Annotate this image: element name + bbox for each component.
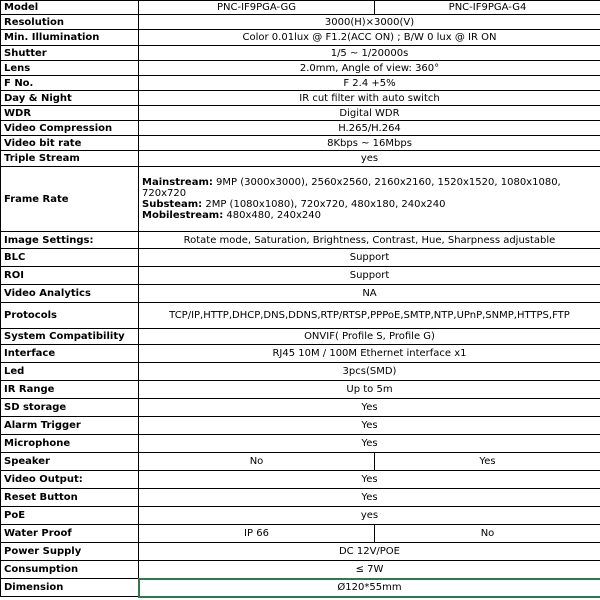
row-value: Digital WDR — [139, 106, 600, 121]
table-row — [1, 151, 600, 167]
table-row — [1, 136, 600, 151]
row-label: Power Supply — [1, 543, 139, 561]
table-row — [1, 106, 600, 121]
row-label: Resolution — [1, 15, 139, 30]
row-value: yes — [139, 507, 600, 525]
row-label: SD storage — [1, 399, 139, 417]
table-row — [1, 435, 600, 453]
table-row — [1, 579, 600, 597]
table-row — [1, 303, 600, 329]
table-row — [1, 76, 600, 91]
row-value: Up to 5m — [139, 381, 600, 399]
row-value: Yes — [139, 417, 600, 435]
stream-prefix: Mainstream: — [142, 177, 213, 188]
row-label: Day & Night — [1, 91, 139, 106]
row-label: ROI — [1, 267, 139, 285]
stream-text: 9MP (3000x3000), 2560x2560, 2160x2160, 1520x1520, 1080x1080, 720x720 — [142, 177, 561, 199]
stream-text: 480x480, 240x240 — [223, 210, 321, 221]
table-row — [1, 91, 600, 106]
frame-rate-value — [139, 167, 600, 232]
row-value: IR cut filter with auto switch — [139, 91, 600, 106]
row-label: Video Output: — [1, 471, 139, 489]
table-row — [1, 46, 600, 61]
row-label: Reset Button — [1, 489, 139, 507]
row-value: ONVIF( Profile S, Profile G) — [139, 329, 600, 345]
table-row — [1, 249, 600, 267]
row-label: Protocols — [1, 303, 139, 329]
table-row — [1, 15, 600, 30]
row-label: Video bit rate — [1, 136, 139, 151]
row-value: DC 12V/POE — [139, 543, 600, 561]
water-proof-value-1: IP 66 — [139, 525, 375, 543]
row-label: PoE — [1, 507, 139, 525]
row-value: H.265/H.264 — [139, 121, 600, 136]
row-value: TCP/IP,HTTP,DHCP,DNS,DDNS,RTP/RTSP,PPPoE,SMTP,NTP,UPnP,SNMP,HTTPS,FTP — [139, 303, 600, 329]
row-label: Microphone — [1, 435, 139, 453]
row-value: NA — [139, 285, 600, 303]
table-row — [1, 507, 600, 525]
table-row — [1, 561, 600, 579]
table-row — [1, 471, 600, 489]
row-value: Yes — [139, 435, 600, 453]
row-label: Frame Rate — [1, 167, 139, 232]
table-row — [1, 543, 600, 561]
frame-rate-line-mobilestream — [142, 210, 597, 221]
row-value: Support — [139, 249, 600, 267]
row-value: Yes — [139, 471, 600, 489]
row-label: Video Analytics — [1, 285, 139, 303]
row-value: RJ45 10M / 100M Ethernet interface x1 — [139, 345, 600, 363]
row-label: Dimension — [1, 579, 139, 597]
row-value: Color 0.01lux @ F1.2(ACC ON) ; B/W 0 lux @ IR ON — [139, 30, 600, 46]
row-label: Image Settings: — [1, 232, 139, 249]
row-value: 2.0mm, Angle of view: 360° — [139, 61, 600, 76]
table-row-speaker — [1, 453, 600, 471]
row-value: Support — [139, 267, 600, 285]
row-label: Alarm Trigger — [1, 417, 139, 435]
row-value: Yes — [139, 399, 600, 417]
row-label: Triple Stream — [1, 151, 139, 167]
frame-rate-line-substream — [142, 199, 597, 210]
row-value: ≤ 7W — [139, 561, 600, 579]
table-row — [1, 30, 600, 46]
table-row-frame-rate — [1, 167, 600, 232]
table-row — [1, 329, 600, 345]
row-label: Consumption — [1, 561, 139, 579]
row-label: F No. — [1, 76, 139, 91]
row-label: Lens — [1, 61, 139, 76]
row-label: Shutter — [1, 46, 139, 61]
row-value: F 2.4 +5% — [139, 76, 600, 91]
water-proof-value-2: No — [375, 525, 600, 543]
row-value: 3000(H)×3000(V) — [139, 15, 600, 30]
table-row — [1, 381, 600, 399]
row-value: Rotate mode, Saturation, Brightness, Contrast, Hue, Sharpness adjustable — [139, 232, 600, 249]
stream-prefix: Mobilestream: — [142, 210, 224, 221]
row-value: 3pcs(SMD) — [139, 363, 600, 381]
table-row — [1, 267, 600, 285]
stream-text: 2MP (1080x1080), 720x720, 480x180, 240x240 — [202, 199, 446, 210]
row-label: Model — [1, 1, 139, 15]
model-value-2: PNC-IF9PGA-G4 — [375, 1, 600, 15]
row-label: System Compatibility — [1, 329, 139, 345]
row-label: Video Compression — [1, 121, 139, 136]
table-row — [1, 417, 600, 435]
stream-prefix: Substeam: — [142, 199, 203, 210]
frame-rate-line-mainstream — [142, 177, 597, 199]
row-label: BLC — [1, 249, 139, 267]
table-row — [1, 363, 600, 381]
table-row-model — [1, 1, 600, 15]
row-label: IR Range — [1, 381, 139, 399]
table-row — [1, 345, 600, 363]
row-label: Interface — [1, 345, 139, 363]
table-row — [1, 232, 600, 249]
row-value: yes — [139, 151, 600, 167]
speaker-value-1: No — [139, 453, 375, 471]
table-row — [1, 489, 600, 507]
row-label: WDR — [1, 106, 139, 121]
row-label: Led — [1, 363, 139, 381]
table-row — [1, 399, 600, 417]
row-label: Min. Illumination — [1, 30, 139, 46]
model-value-1: PNC-IF9PGA-GG — [139, 1, 375, 15]
table-row — [1, 121, 600, 136]
row-value: 1/5 ~ 1/20000s — [139, 46, 600, 61]
speaker-value-2: Yes — [375, 453, 600, 471]
table-row — [1, 285, 600, 303]
row-label: Water Proof — [1, 525, 139, 543]
row-label: Speaker — [1, 453, 139, 471]
table-row-water-proof — [1, 525, 600, 543]
table-row — [1, 61, 600, 76]
row-value: 8Kbps ~ 16Mbps — [139, 136, 600, 151]
row-value: Yes — [139, 489, 600, 507]
row-value[interactable]: Ø120*55mm — [139, 579, 600, 597]
